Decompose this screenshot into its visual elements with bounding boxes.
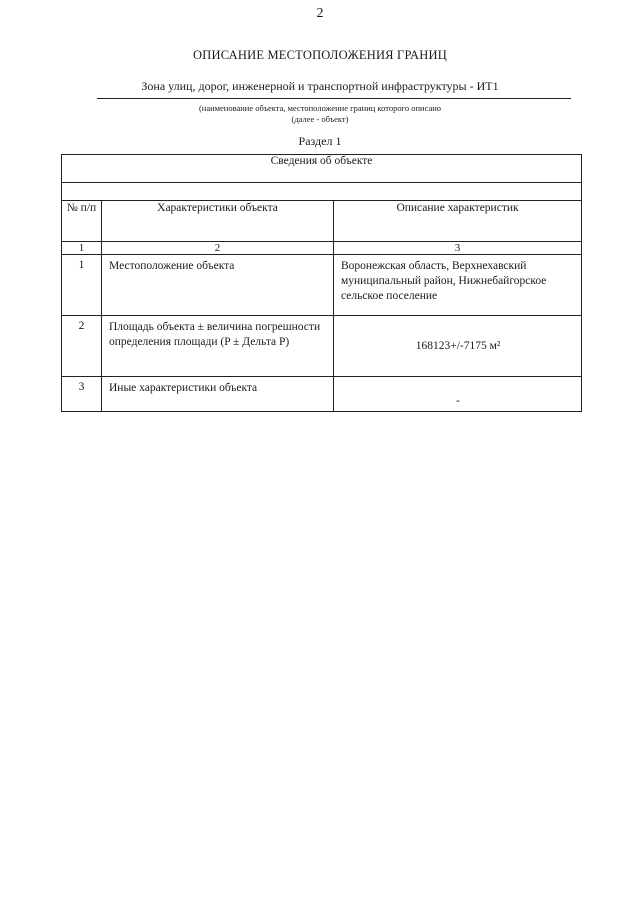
column-header-num: № п/п — [62, 201, 102, 242]
table-heading: Сведения об объекте — [62, 155, 582, 183]
table-spacer-cell — [62, 183, 582, 201]
column-number-2: 2 — [102, 242, 334, 255]
row-num: 1 — [62, 255, 102, 316]
section-title: Раздел 1 — [298, 134, 342, 148]
object-name-underline — [97, 98, 571, 99]
object-info-table — [61, 154, 582, 412]
row-characteristic: Иные характеристики объекта — [102, 377, 334, 412]
row-description: Воронежская область, Верхнехавский муниципальный район, Нижнебайгорское сельское поселение — [334, 255, 582, 316]
caption-line-2: (далее - объект) — [291, 114, 349, 124]
page-number: 2 — [316, 6, 324, 21]
table-row — [62, 377, 582, 412]
table-spacer-row — [62, 183, 582, 201]
row-characteristic: Местоположение объекта — [102, 255, 334, 316]
row-description: 168123+/-7175 м² — [334, 316, 582, 377]
column-header-characteristic: Характеристики объекта — [102, 201, 334, 242]
column-number-1: 1 — [62, 242, 102, 255]
row-description: - — [334, 377, 582, 412]
table-row — [62, 255, 582, 316]
table-column-headers — [62, 201, 582, 242]
document-title: ОПИСАНИЕ МЕСТОПОЛОЖЕНИЯ ГРАНИЦ — [193, 48, 447, 62]
row-num: 2 — [62, 316, 102, 377]
column-number-3: 3 — [334, 242, 582, 255]
table-heading-row — [62, 155, 582, 183]
object-name-caption — [0, 103, 640, 125]
table-row — [62, 316, 582, 377]
caption-line-1: (наименование объекта, местоположение границ которого описано — [198, 103, 442, 113]
row-characteristic: Площадь объекта ± величина погрешности определения площади (P ± Дельта P) — [102, 316, 334, 377]
object-name: Зона улиц, дорог, инженерной и транспортной инфраструктуры - ИТ1 — [141, 79, 499, 93]
column-header-description: Описание характеристик — [334, 201, 582, 242]
row-num: 3 — [62, 377, 102, 412]
table-column-numbers — [62, 242, 582, 255]
